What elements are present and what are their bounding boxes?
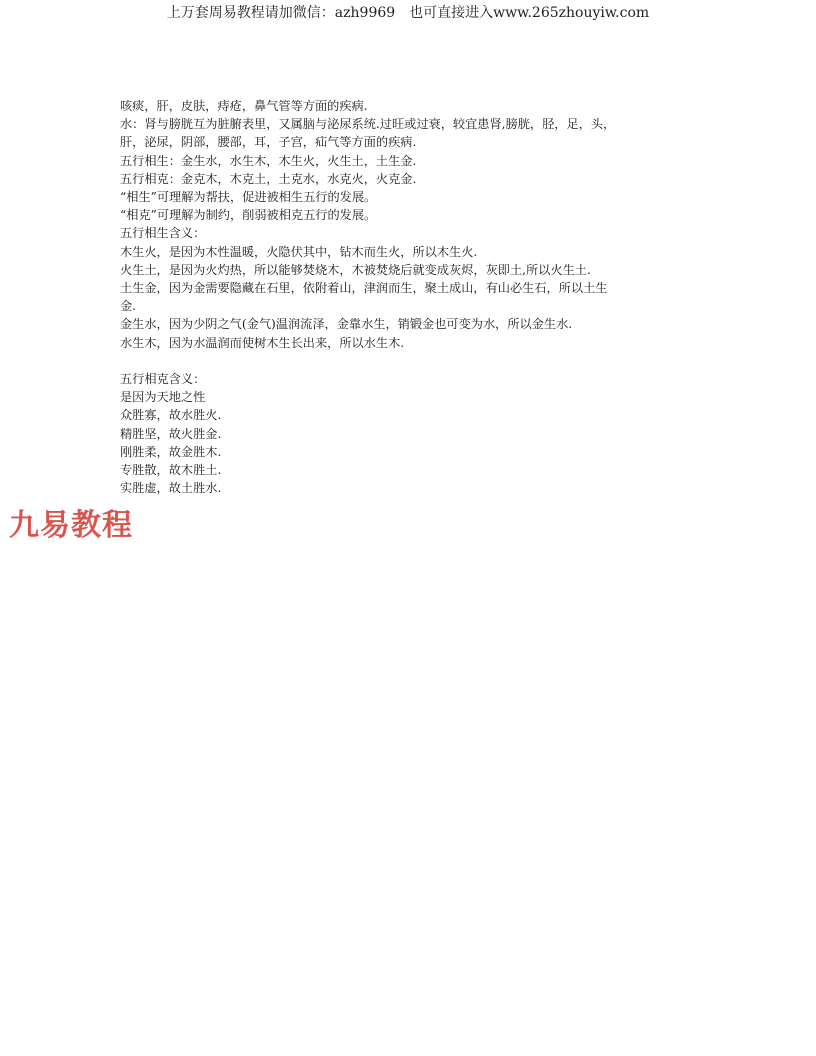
- header-wechat-text: 上万套周易教程请加微信：azh9969: [166, 5, 396, 21]
- body-line: 精胜坚，故火胜金.: [120, 426, 222, 441]
- body-line: 肝，泌尿，阴部，腰部，耳，子宫，疝气等方面的疾病.: [120, 135, 417, 150]
- body-line: 众胜寡，故水胜火.: [120, 408, 222, 423]
- body-line: 是因为天地之性: [120, 390, 206, 405]
- blank-line: [120, 352, 700, 370]
- body-line: 土生金，因为金需要隐藏在石里，依附着山，津润而生，聚土成山，有山必生石，所以土生: [120, 281, 608, 296]
- body-line: 专胜散，故木胜土.: [120, 463, 222, 478]
- body-line: 咳痰，肝，皮肤，痔疮，鼻气管等方面的疾病.: [120, 99, 368, 113]
- body-line: 金.: [120, 299, 137, 314]
- body-line: “相克”可理解为制约，削弱被相克五行的发展。: [120, 208, 377, 223]
- body-line: 火生土，是因为火灼热，所以能够焚烧木，木被焚烧后就变成灰烬，灰即土,所以火生土.: [120, 262, 591, 277]
- body-line: 刚胜柔，故金胜木.: [120, 444, 222, 459]
- body-line: “相生”可理解为帮扶，促进被相生五行的发展。: [120, 190, 377, 205]
- body-line: 五行相生：金生水，水生木，木生火，火生土，土生金.: [120, 153, 417, 168]
- section-heading-xiangke: 五行相克含义：: [120, 372, 206, 387]
- body-line: 水生木，因为水温润而使树木生长出来，所以水生木.: [120, 335, 405, 350]
- page-header: [0, 4, 816, 22]
- body-line: 金生水，因为少阴之气(金气)温润流泽，金靠水生，销锻金也可变为水，所以金生水.: [120, 317, 573, 332]
- header-website-text: 也可直接进入www.265zhouyiw.com: [409, 5, 650, 21]
- section-heading-xiangsheng: 五行相生含义：: [120, 226, 206, 241]
- document-body: [120, 97, 700, 497]
- watermark-logo: 九易教程: [9, 508, 133, 543]
- body-line: 五行相克：金克木，木克土，土克水，水克火，火克金.: [120, 171, 417, 186]
- body-line: 实胜虚，故土胜水.: [120, 481, 222, 496]
- body-line: 水：肾与膀胱互为脏腑表里，又属脑与泌尿系统.过旺或过衰，较宜患肾,膀胱，胫，足，头，: [120, 117, 616, 132]
- body-line: 木生火，是因为木性温暖，火隐伏其中，钻木而生火，所以木生火.: [120, 244, 478, 259]
